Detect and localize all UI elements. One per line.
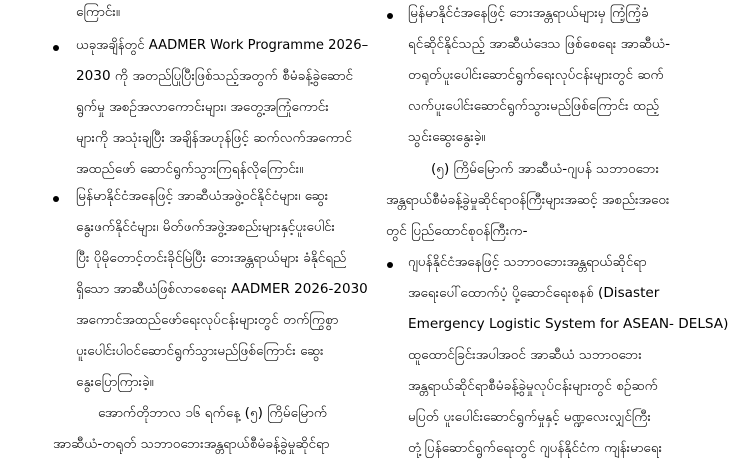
text-line: များကို အသုံးချပြီး အချိန်အဟုန်ဖြင့် ဆက်လက်အကောင်	[76, 130, 353, 146]
text-line: လက်ပူးပေါင်းဆောင်ရွက်သွားမည်ဖြစ်ကြောင်း ထည့်	[408, 98, 660, 114]
text-line: အာဆီယံ-တရုတ် သဘာဝဘေးအန္တရာယ်စီမံခန့်ခွဲမှုဆိုင်ရာ	[53, 436, 330, 452]
bullet-icon	[387, 262, 393, 268]
text-line: မပြတ် ပူးပေါင်းဆောင်ရွက်မှုနှင့် မဏ္ဍလေးလျှင်ကြီး	[408, 409, 651, 425]
text-line: တွင် ပြည်ထောင်စုဝန်ကြီးက-	[386, 223, 528, 239]
text-line: မြန်မာနိုင်ငံအနေဖြင့် ဘေးအန္တရာယ်များမှ ကြံ့ကြံ့ခံ	[408, 5, 649, 21]
text-line: ပြီး ပိုမိုတောင့်တင်းခိုင်မြဲပြီး ဘေးအန္တရာယ်များ ခံနိုင်ရည်	[76, 250, 347, 266]
text-line: နွေးပြောကြားခဲ့။	[76, 374, 154, 390]
text-line: ဂျပန်နိုင်ငံအနေဖြင့် သဘာဝဘေးအန္တရာယ်ဆိုင်ရာ	[408, 254, 647, 270]
text-line: သွင်းဆွေးနွေးခဲ့။	[408, 129, 486, 145]
bullet-icon	[53, 196, 59, 202]
bullet-icon	[53, 45, 59, 51]
bullet-icon	[387, 13, 393, 19]
text-line: ပူးပေါင်းပါဝင်ဆောင်ရွက်သွားမည်ဖြစ်ကြောင်း ဆွေး	[76, 343, 324, 359]
text-line: ရင်ဆိုင်နိုင်သည့် အာဆီယံဒေသ ဖြစ်စေရေး အာဆီယံ-	[408, 36, 670, 52]
text-line: မြန်မာနိုင်ငံအနေဖြင့် အာဆီယံအဖွဲ့ဝင်နိုင်ငံများ၊ ဆွေး	[76, 188, 329, 204]
text-line: 2030 ကို အတည်ပြုပြီးဖြစ်သည့်အတွက် စီမံခန့်ခွဲဆောင်	[76, 68, 354, 84]
text-line: အောက်တိုဘာလ ၁၆ ရက်နေ့ (၅) ကြိမ်မြောက်	[98, 405, 328, 421]
text-line: အန္တရာယ်စီမံခန့်ခွဲမှုဆိုင်ရာဝန်ကြီးများအဆင့် အစည်းအဝေး	[386, 192, 670, 208]
text-line: Emergency Logistic System for ASEAN- DELSA)	[408, 316, 729, 332]
text-line: ယခုအချိန်တွင် AADMER Work Programme 2026–	[76, 37, 369, 53]
text-line: (၅) ကြိမ်မြောက် အာဆီယံ-ဂျပန် သဘာဝဘေး	[431, 161, 660, 177]
text-line: အရေးပေါ်ထောက်ပံ့ ပို့ဆောင်ရေးစနစ် (Disaster	[408, 285, 660, 301]
text-line: ထူထောင်ခြင်းအပါအဝင် အာဆီယံ သဘာဝဘေး	[408, 347, 642, 363]
text-line: ရွက်မှု အစဉ်အလာကောင်းများ၊ အတွေ့အကြုံကောင်း	[76, 99, 329, 115]
text-line: ရှိသော အာဆီယံဖြစ်လာစေရေး AADMER 2026-2030	[76, 281, 368, 297]
text-line: အကောင်အထည်ဖော်ရေးလုပ်ငန်းများတွင် တက်ကြွစွာ	[76, 312, 339, 328]
text-line: အန္တရာယ်ဆိုင်ရာစီမံခန့်ခွဲမှုလုပ်ငန်းများတွင် စဉ်ဆက်	[408, 378, 658, 394]
text-line: တရုတ်ပူးပေါင်းဆောင်ရွက်ရေးလုပ်ငန်းများတွင် ဆက်	[408, 67, 664, 83]
text-line: တုံ့ပြန်ဆောင်ရွက်ရေးတွင် ဂျပန်နိုင်ငံက ကျန်းမာရေး	[408, 440, 663, 456]
text-line: နွေးဖက်နိုင်ငံများ၊ မိတ်ဖက်အဖွဲ့အစည်းများနှင့်ပူးပေါင်း	[76, 219, 335, 235]
text-line: အထည်ဖော် ဆောင်ရွက်သွားကြရန်လိုကြောင်း။	[76, 161, 304, 177]
text-line: ကြောင်း။	[76, 4, 120, 20]
